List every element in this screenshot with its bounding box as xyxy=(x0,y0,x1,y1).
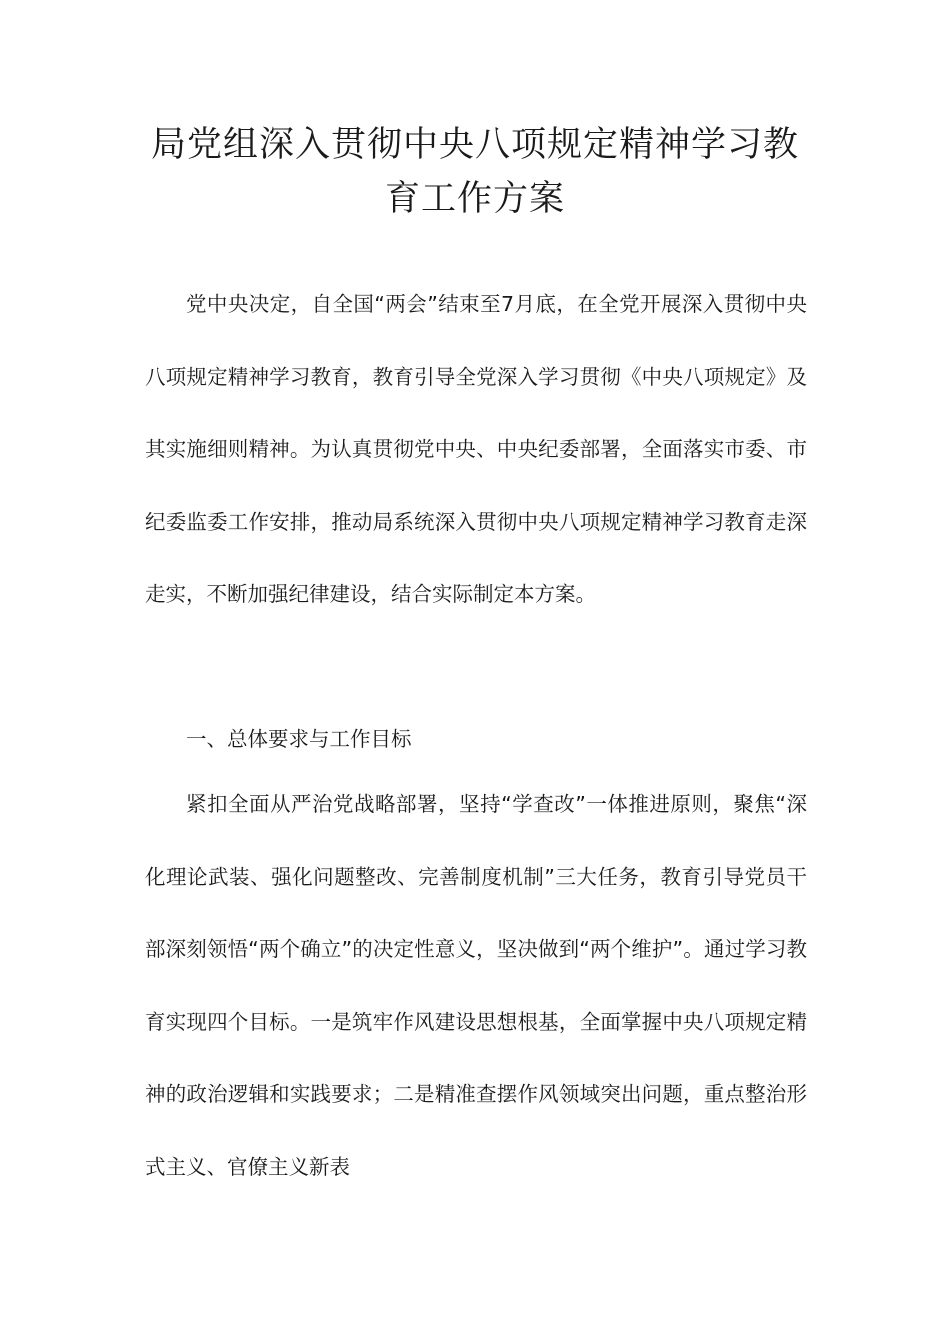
document-title xyxy=(145,118,805,226)
intro-paragraph-block xyxy=(145,268,807,631)
title-line-1: 局党组深入贯彻中央八项规定精神学习教 xyxy=(150,125,799,165)
requirements-paragraph: 紧扣全面从严治党战略部署，坚持“学查改”一体推进原则，聚焦“深化理论武装、强化问题整改、完善制度机制”三大任务，教育引导党员干部深刻领悟“两个确立”的决定性意义，坚决做到“两个维护”。通过学习教育实现四个目标。一是筑牢作风建设思想根基，全面掌握中央八项规定精神的政治逻辑和实践要求；二是精准查摆作风领域突出问题，重点整治形式主义、官僚主义新表 xyxy=(145,792,807,1179)
section-heading-block xyxy=(145,703,807,776)
intro-paragraph: 党中央决定，自全国“两会”结束至7月底，在全党开展深入贯彻中央八项规定精神学习教育，教育引导全党深入学习贯彻《中央八项规定》及其实施细则精神。为认真贯彻党中央、中央纪委部署，全面落实市委、市纪委监委工作安排，推动局系统深入贯彻中央八项规定精神学习教育走深走实，不断加强纪律建设，结合实际制定本方案。 xyxy=(145,292,807,606)
title-line-2: 育工作方案 xyxy=(384,179,565,219)
section-heading-1: 一、总体要求与工作目标 xyxy=(186,727,412,751)
requirements-paragraph-block xyxy=(145,768,807,1203)
